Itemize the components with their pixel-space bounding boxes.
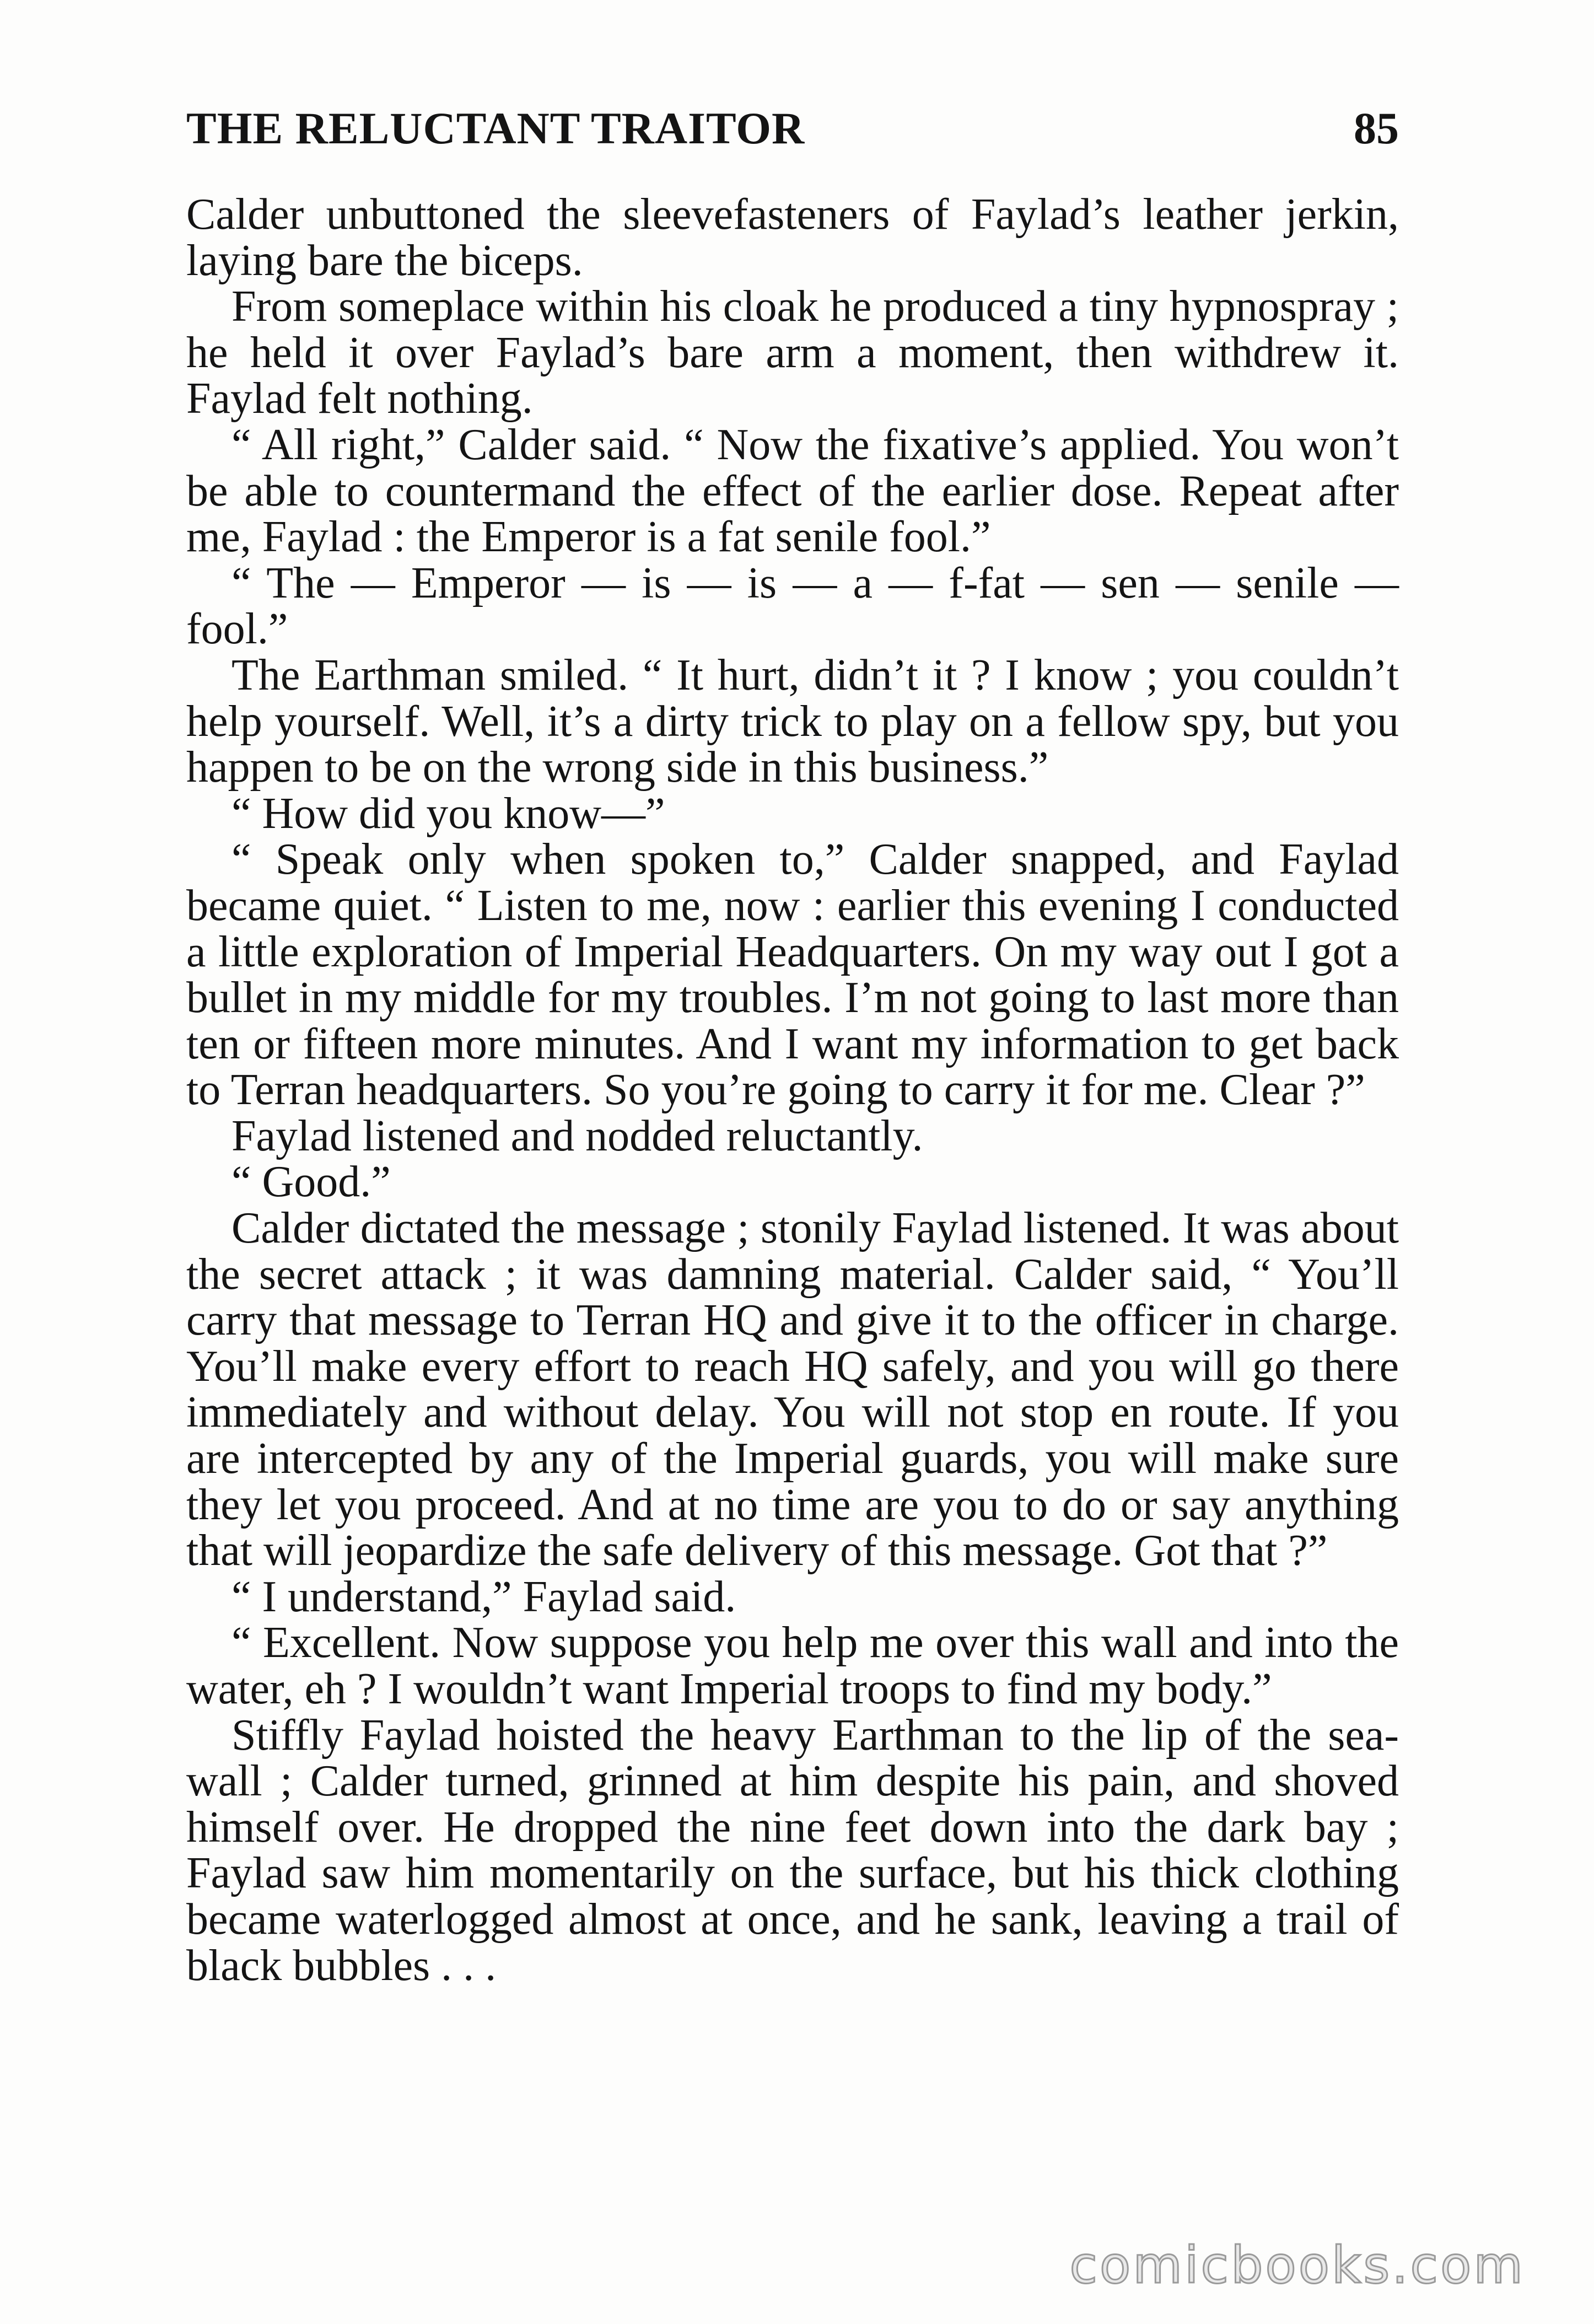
- paragraph: Calder dictated the message ; stonily Faylad listened. It was about the secret attack ; it was damning material. Calder said, “ You’ll carry that message to Terran HQ and give it to the officer in charge. You’ll make every effort to reach HQ safely, and you will go there immediately and without delay. You will not stop en route. If you are intercepted by any of the Imperial guards, you will make sure they let you proceed. And at no time are you to do or say anything that will jeopardize the safe delivery of this message. Got that ?”: [186, 1204, 1399, 1575]
- paragraph: “ Excellent. Now suppose you help me over this wall and into the water, eh ? I wouldn’t want Imperial troops to find my body.”: [186, 1618, 1399, 1713]
- paragraph: Stiffly Faylad hoisted the heavy Earthman to the lip of the sea-wall ; Calder turned, grinned at him despite his pain, and shoved himself over. He dropped the nine feet down into the dark bay ; Faylad saw him momentarily on the surface, but his thick clothing became waterlogged almost at once, and he sank, leaving a trail of black bubbles . . .: [186, 1710, 1399, 1990]
- paragraph: “ I understand,” Faylad said.: [231, 1572, 736, 1621]
- paragraph: “ All right,” Calder said. “ Now the fixative’s applied. You won’t be able to countermand the effect of the earlier dose. Repeat after me, Faylad : the Emperor is a fat senile fool.”: [186, 420, 1399, 562]
- page-header: [186, 98, 1399, 164]
- paragraph: From someplace within his cloak he produced a tiny hypnospray ; he held it over Faylad’s bare arm a moment, then withdrew it. Faylad felt nothing.: [186, 282, 1399, 423]
- watermark: comicbooks.com: [1069, 2236, 1525, 2295]
- paragraph: “ Good.”: [231, 1158, 391, 1207]
- paragraph: “ Speak only when spoken to,” Calder snapped, and Faylad became quiet. “ Listen to me, now : earlier this evening I conducted a little exploration of Imperial Headquarters. On my way out I got a bullet in my middle for my troubles. I’m not going to last more than ten or fifteen more minutes. And I want my information to get back to Terran headquarters. So you’re going to carry it for me. Clear ?”: [186, 835, 1399, 1115]
- running-title: THE RELUCTANT TRAITOR: [186, 103, 805, 153]
- paragraph: Faylad listened and nodded reluctantly.: [231, 1111, 923, 1160]
- paragraph: “ The — Emperor — is — is — a — f-fat — sen — senile — fool.”: [186, 558, 1399, 654]
- paragraph: Calder unbuttoned the sleevefasteners of Faylad’s leather jerkin, laying bare the biceps.: [186, 190, 1399, 285]
- paragraph: The Earthman smiled. “ It hurt, didn’t it ? I know ; you couldn’t help yourself. Well, it’s a dirty trick to play on a fellow spy, but you happen to be on the wrong side in this business.”: [186, 650, 1399, 792]
- paragraph: “ How did you know—”: [231, 789, 665, 838]
- page-number: 85: [1354, 103, 1399, 153]
- body-text: [186, 192, 1399, 1989]
